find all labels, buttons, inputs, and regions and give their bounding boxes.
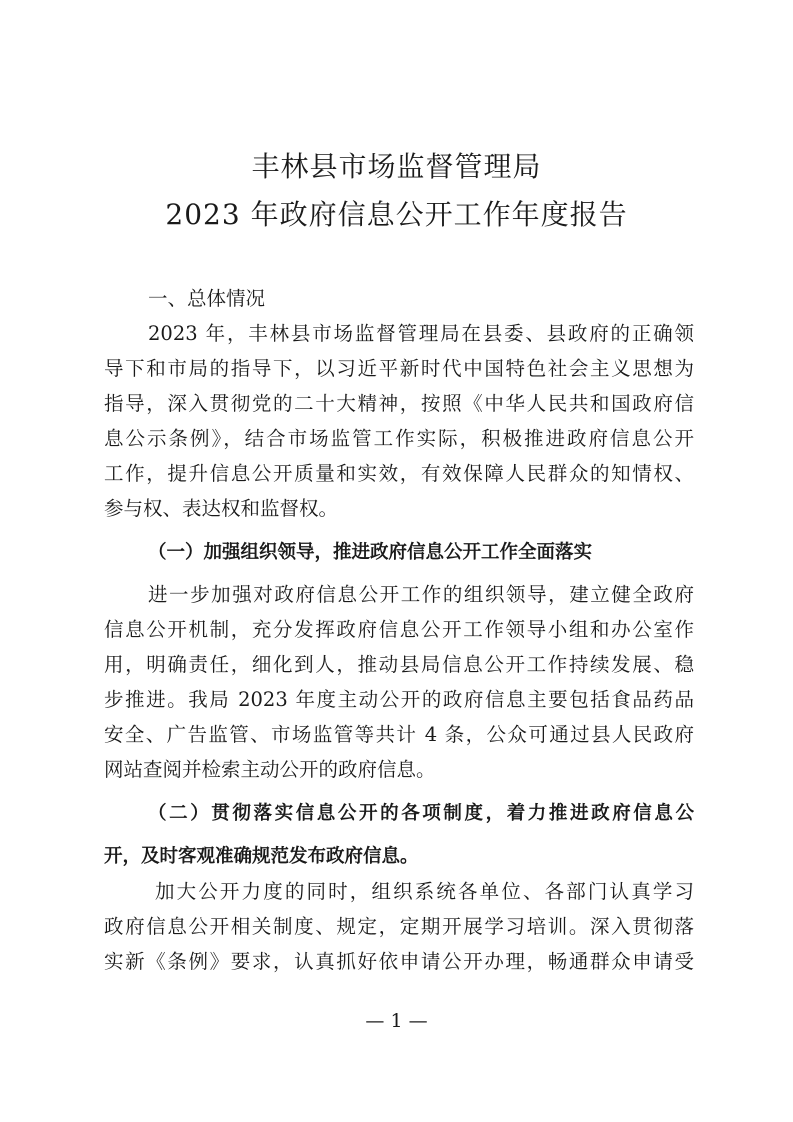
document-title-line-2: 2023 年政府信息公开工作年度报告 <box>165 198 628 231</box>
paragraph-line: 实新《条例》要求，认真抓好依申请公开办理，畅通群众申请受 <box>104 950 694 973</box>
paragraph-line: 2023 年，丰林县市场监督管理局在县委、县政府的正确领 <box>148 322 694 345</box>
paragraph-line: 步推进。我局 2023 年度主动公开的政府信息主要包括食品药品 <box>104 688 694 711</box>
page-number: — 1 — <box>365 1010 428 1032</box>
paragraph-line: 用，明确责任，细化到人，推动县局信息公开工作持续发展、稳 <box>104 653 694 676</box>
paragraph-line: 信息公开机制，充分发挥政府信息公开工作领导小组和办公室作 <box>104 618 694 641</box>
paragraph-line: 导下和市局的指导下，以习近平新时代中国特色社会主义思想为 <box>104 357 694 380</box>
paragraph-line: 工作，提升信息公开质量和实效，有效保障人民群众的知情权、 <box>104 462 694 485</box>
subsection-heading: （二）贯彻落实信息公开的各项制度，着力推进政府信息公 <box>148 803 694 824</box>
paragraph-line: 网站查阅并检索主动公开的政府信息。 <box>104 758 436 781</box>
paragraph-line: 进一步加强对政府信息公开工作的组织领导，建立健全政府 <box>148 583 694 606</box>
paragraph-line: 指导，深入贯彻党的二十大精神，按照《中华人民共和国政府信 <box>104 392 694 415</box>
paragraph-line: 政府信息公开相关制度、规定，定期开展学习培训。深入贯彻落 <box>104 915 694 938</box>
paragraph-line: 安全、广告监管、市场监管等共计 4 条，公众可通过县人民政府 <box>104 723 694 746</box>
paragraph-line: 参与权、表达权和监督权。 <box>104 497 339 520</box>
subsection-heading: （一）加强组织领导，推进政府信息公开工作全面落实 <box>148 542 593 563</box>
paragraph-line: 息公示条例》，结合市场监管工作实际，积极推进政府信息公开 <box>104 427 694 450</box>
subsection-heading: 开，及时客观准确规范发布政府信息。 <box>104 846 419 867</box>
document-title-line-1: 丰林县市场监督管理局 <box>251 150 542 183</box>
paragraph-line: 加大公开力度的同时，组织系统各单位、各部门认真学习 <box>155 880 694 903</box>
section-heading: 一、总体情况 <box>148 287 266 310</box>
